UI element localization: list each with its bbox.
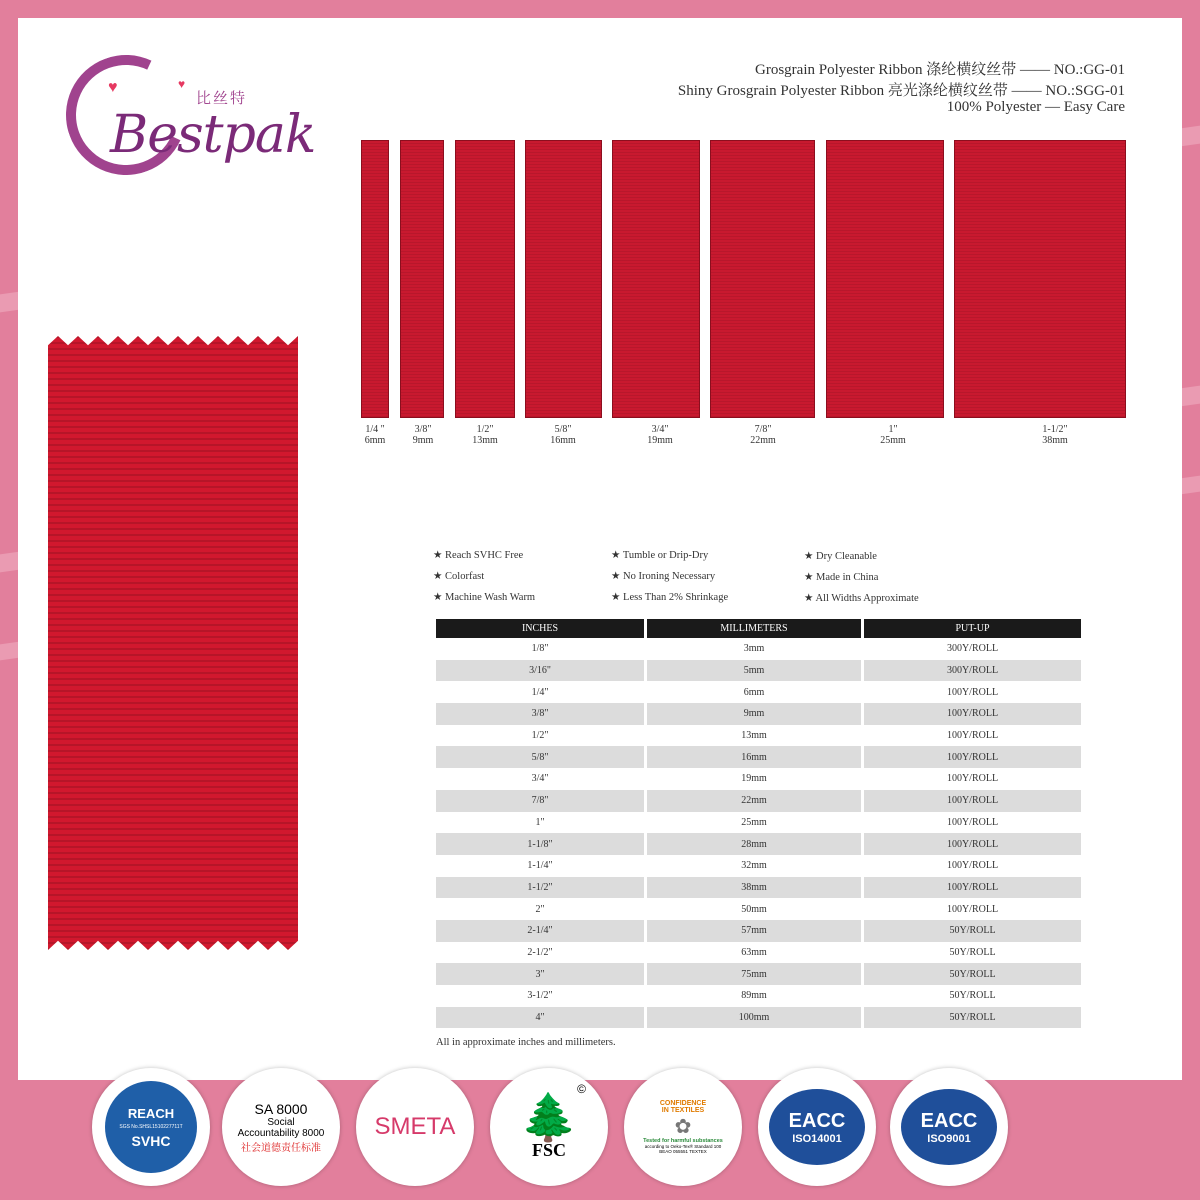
table-row (436, 812, 1081, 834)
inches-cell: 2-1/4" (436, 920, 644, 942)
ribbon-sample-6mm (361, 140, 389, 418)
feature-item: ★ Machine Wash Warm (433, 592, 536, 603)
ribbon-sample-19mm (612, 140, 700, 418)
table-row (436, 746, 1081, 768)
inches-cell: 4" (436, 1007, 644, 1029)
putup-cell: 100Y/ROLL (946, 773, 999, 785)
putup-cell: 100Y/ROLL (946, 816, 999, 828)
putup-cell: 50Y/ROLL (949, 946, 996, 958)
table-row (436, 660, 1081, 682)
table-row (436, 920, 1081, 942)
putup-cell: 50Y/ROLL (864, 920, 1081, 942)
ribbon-sample-22mm (710, 140, 815, 418)
ribbon-sample-38mm (954, 140, 1126, 418)
eacc-seal (769, 1089, 865, 1165)
reach-title: REACH (127, 1105, 175, 1121)
millimeters-cell: 16mm (647, 746, 861, 768)
product-title-sgg: Shiny Grosgrain Polyester Ribbon 亮光涤纶横纹丝带 —— NO.:SGG-01 (677, 83, 1125, 99)
inches-cell: 2-1/2" (527, 946, 553, 958)
ribbon-sample-13mm (455, 140, 515, 418)
millimeters-cell: 38mm (647, 877, 861, 899)
feature-item: ★ Dry Cleanable (804, 551, 877, 562)
material-line: 100% Polyester — Easy Care (946, 99, 1125, 115)
feature-item: ★ No Ironing Necessary (611, 571, 716, 582)
inches-cell: 1" (535, 816, 545, 828)
ribbon-sample-16mm (525, 140, 602, 418)
sample-label: 1/4 " 6mm (364, 424, 386, 446)
table-row (436, 963, 1081, 985)
table-row (436, 855, 1081, 877)
feature-item: ★ Less Than 2% Shrinkage (611, 592, 729, 603)
millimeters-cell: 9mm (647, 703, 861, 725)
inches-cell: 1/4" (531, 686, 549, 698)
eacc2-sub: ISO9001 (927, 1132, 971, 1145)
table-row (436, 725, 1081, 747)
oeko-codes: BEAO 055551 TEXTEX (659, 1149, 707, 1154)
sa8000-line4: 社会道德责任标准 (241, 1142, 321, 1154)
ribbon-sample-25mm (826, 140, 944, 418)
ribbon-sample-9mm (400, 140, 444, 418)
sample-label: 7/8" 22mm (750, 424, 776, 446)
putup-cell: 300Y/ROLL (864, 660, 1081, 682)
table-row (436, 703, 1081, 725)
table-header-row (436, 619, 1081, 638)
millimeters-cell: 13mm (741, 730, 767, 742)
table-row (436, 638, 1081, 660)
table-row (436, 1007, 1081, 1029)
oeko-sub2: according to Oeko-Tex® Standard 100 (644, 1144, 722, 1149)
putup-cell: 100Y/ROLL (864, 790, 1081, 812)
millimeters-cell: 32mm (741, 860, 767, 872)
table-row (436, 790, 1081, 812)
reach-svhc-badge (92, 1068, 210, 1186)
millimeters-cell: 50mm (741, 903, 767, 915)
oeko-sub: Tested for harmful substances (643, 1138, 723, 1144)
heart-icon: ♥ (108, 79, 118, 96)
putup-cell: 100Y/ROLL (864, 746, 1081, 768)
millimeters-cell: 19mm (741, 773, 767, 785)
millimeters-cell: 28mm (647, 833, 861, 855)
sa8000-title: SA 8000 (254, 1100, 308, 1117)
putup-cell: 100Y/ROLL (864, 877, 1081, 899)
millimeters-cell: 22mm (647, 790, 861, 812)
eacc-iso14001-badge (758, 1068, 876, 1186)
inches-cell: 3" (436, 963, 644, 985)
brand-logo (66, 55, 316, 195)
oeko-title2: IN TEXTILES (661, 1107, 705, 1114)
brand-name-cn: 比丝特 (196, 89, 248, 107)
fsc-title: FSC (531, 1139, 566, 1160)
inches-cell: 3/16" (436, 660, 644, 682)
inches-cell: 7/8" (436, 790, 644, 812)
putup-cell: 100Y/ROLL (864, 703, 1081, 725)
inches-cell: 5/8" (436, 746, 644, 768)
col-header-inches: INCHES (436, 619, 644, 638)
inches-cell: 1-1/8" (436, 833, 644, 855)
putup-cell: 100Y/ROLL (946, 686, 999, 698)
eacc1-title: EACC (788, 1109, 846, 1132)
eacc-seal (901, 1089, 997, 1165)
heart-icon: ♥ (178, 77, 186, 91)
millimeters-cell: 63mm (741, 946, 767, 958)
fsc-mark: © (577, 1082, 586, 1096)
table-row (436, 898, 1081, 920)
millimeters-cell: 75mm (647, 963, 861, 985)
tree-icon: 🌲 (520, 1089, 578, 1144)
millimeters-cell: 57mm (647, 920, 861, 942)
sample-label: 1" 25mm (880, 424, 906, 446)
product-title-gg: Grosgrain Polyester Ribbon 涤纶横纹丝带 —— NO.:GG-01 (755, 62, 1125, 78)
eacc1-sub: ISO14001 (792, 1132, 842, 1145)
table-row (436, 942, 1081, 964)
feature-item: ★ Colorfast (433, 571, 485, 582)
sample-label: 5/8" 16mm (550, 424, 576, 446)
putup-cell: 100Y/ROLL (946, 860, 999, 872)
putup-cell: 50Y/ROLL (949, 990, 996, 1002)
inches-cell: 1/8" (531, 643, 549, 655)
millimeters-cell: 25mm (741, 816, 767, 828)
reach-bottom: SVHC (131, 1132, 171, 1149)
millimeters-cell: 3mm (743, 643, 765, 655)
inches-cell: 1-1/4" (527, 860, 553, 872)
smeta-title: SMETA (374, 1113, 456, 1140)
brand-name: Bestpak (110, 105, 316, 165)
col-header-millimeters: MILLIMETERS (647, 619, 861, 638)
fsc-badge (490, 1068, 608, 1186)
putup-cell: 50Y/ROLL (864, 963, 1081, 985)
feature-item: ★ Reach SVHC Free (433, 550, 524, 561)
sample-label: 3/4" 19mm (647, 424, 673, 446)
sa8000-line3: Accountability 8000 (237, 1127, 325, 1139)
feature-item: ★ Tumble or Drip-Dry (611, 550, 709, 561)
sample-label: 3/8" 9mm (412, 424, 434, 446)
smeta-badge (356, 1068, 474, 1186)
oeko-title: CONFIDENCE (659, 1100, 707, 1107)
eacc-iso9001-badge (890, 1068, 1008, 1186)
inches-cell: 1/2" (531, 730, 549, 742)
eacc2-title: EACC (920, 1109, 978, 1132)
putup-cell: 100Y/ROLL (946, 903, 999, 915)
millimeters-cell: 6mm (743, 686, 765, 698)
putup-cell: 100Y/ROLL (864, 833, 1081, 855)
putup-cell: 300Y/ROLL (946, 643, 999, 655)
millimeters-cell: 5mm (647, 660, 861, 682)
millimeters-cell: 89mm (741, 990, 767, 1002)
inches-cell: 2" (535, 903, 545, 915)
feature-item: ★ All Widths Approximate (804, 593, 919, 604)
putup-cell: 50Y/ROLL (864, 1007, 1081, 1029)
oeko-tex-badge (624, 1068, 742, 1186)
sa8000-badge (222, 1068, 340, 1186)
putup-cell: 100Y/ROLL (946, 730, 999, 742)
table-row (436, 681, 1081, 703)
sample-label: 1-1/2" 38mm (1042, 424, 1068, 446)
inches-cell: 3/4" (531, 773, 549, 785)
sa8000-line2: Social (267, 1116, 295, 1128)
feature-item: ★ Made in China (804, 572, 879, 583)
reach-sub: SGS No.SHSL1510227711T (119, 1123, 183, 1130)
table-row (436, 985, 1081, 1007)
col-header-putup: PUT-UP (864, 619, 1081, 638)
table-row (436, 877, 1081, 899)
footnote: All in approximate inches and millimeters. (436, 1037, 616, 1048)
inches-cell: 3-1/2" (527, 990, 553, 1002)
table-row (436, 768, 1081, 790)
millimeters-cell: 100mm (647, 1007, 861, 1029)
inches-cell: 3/8" (436, 703, 644, 725)
size-table (433, 619, 1084, 1028)
ribbon-closeup-image (48, 336, 298, 950)
sample-label: 1/2" 13mm (472, 424, 498, 446)
inches-cell: 1-1/2" (436, 877, 644, 899)
reach-seal (105, 1081, 197, 1173)
table-row (436, 833, 1081, 855)
flower-icon: ✿ (674, 1114, 692, 1138)
